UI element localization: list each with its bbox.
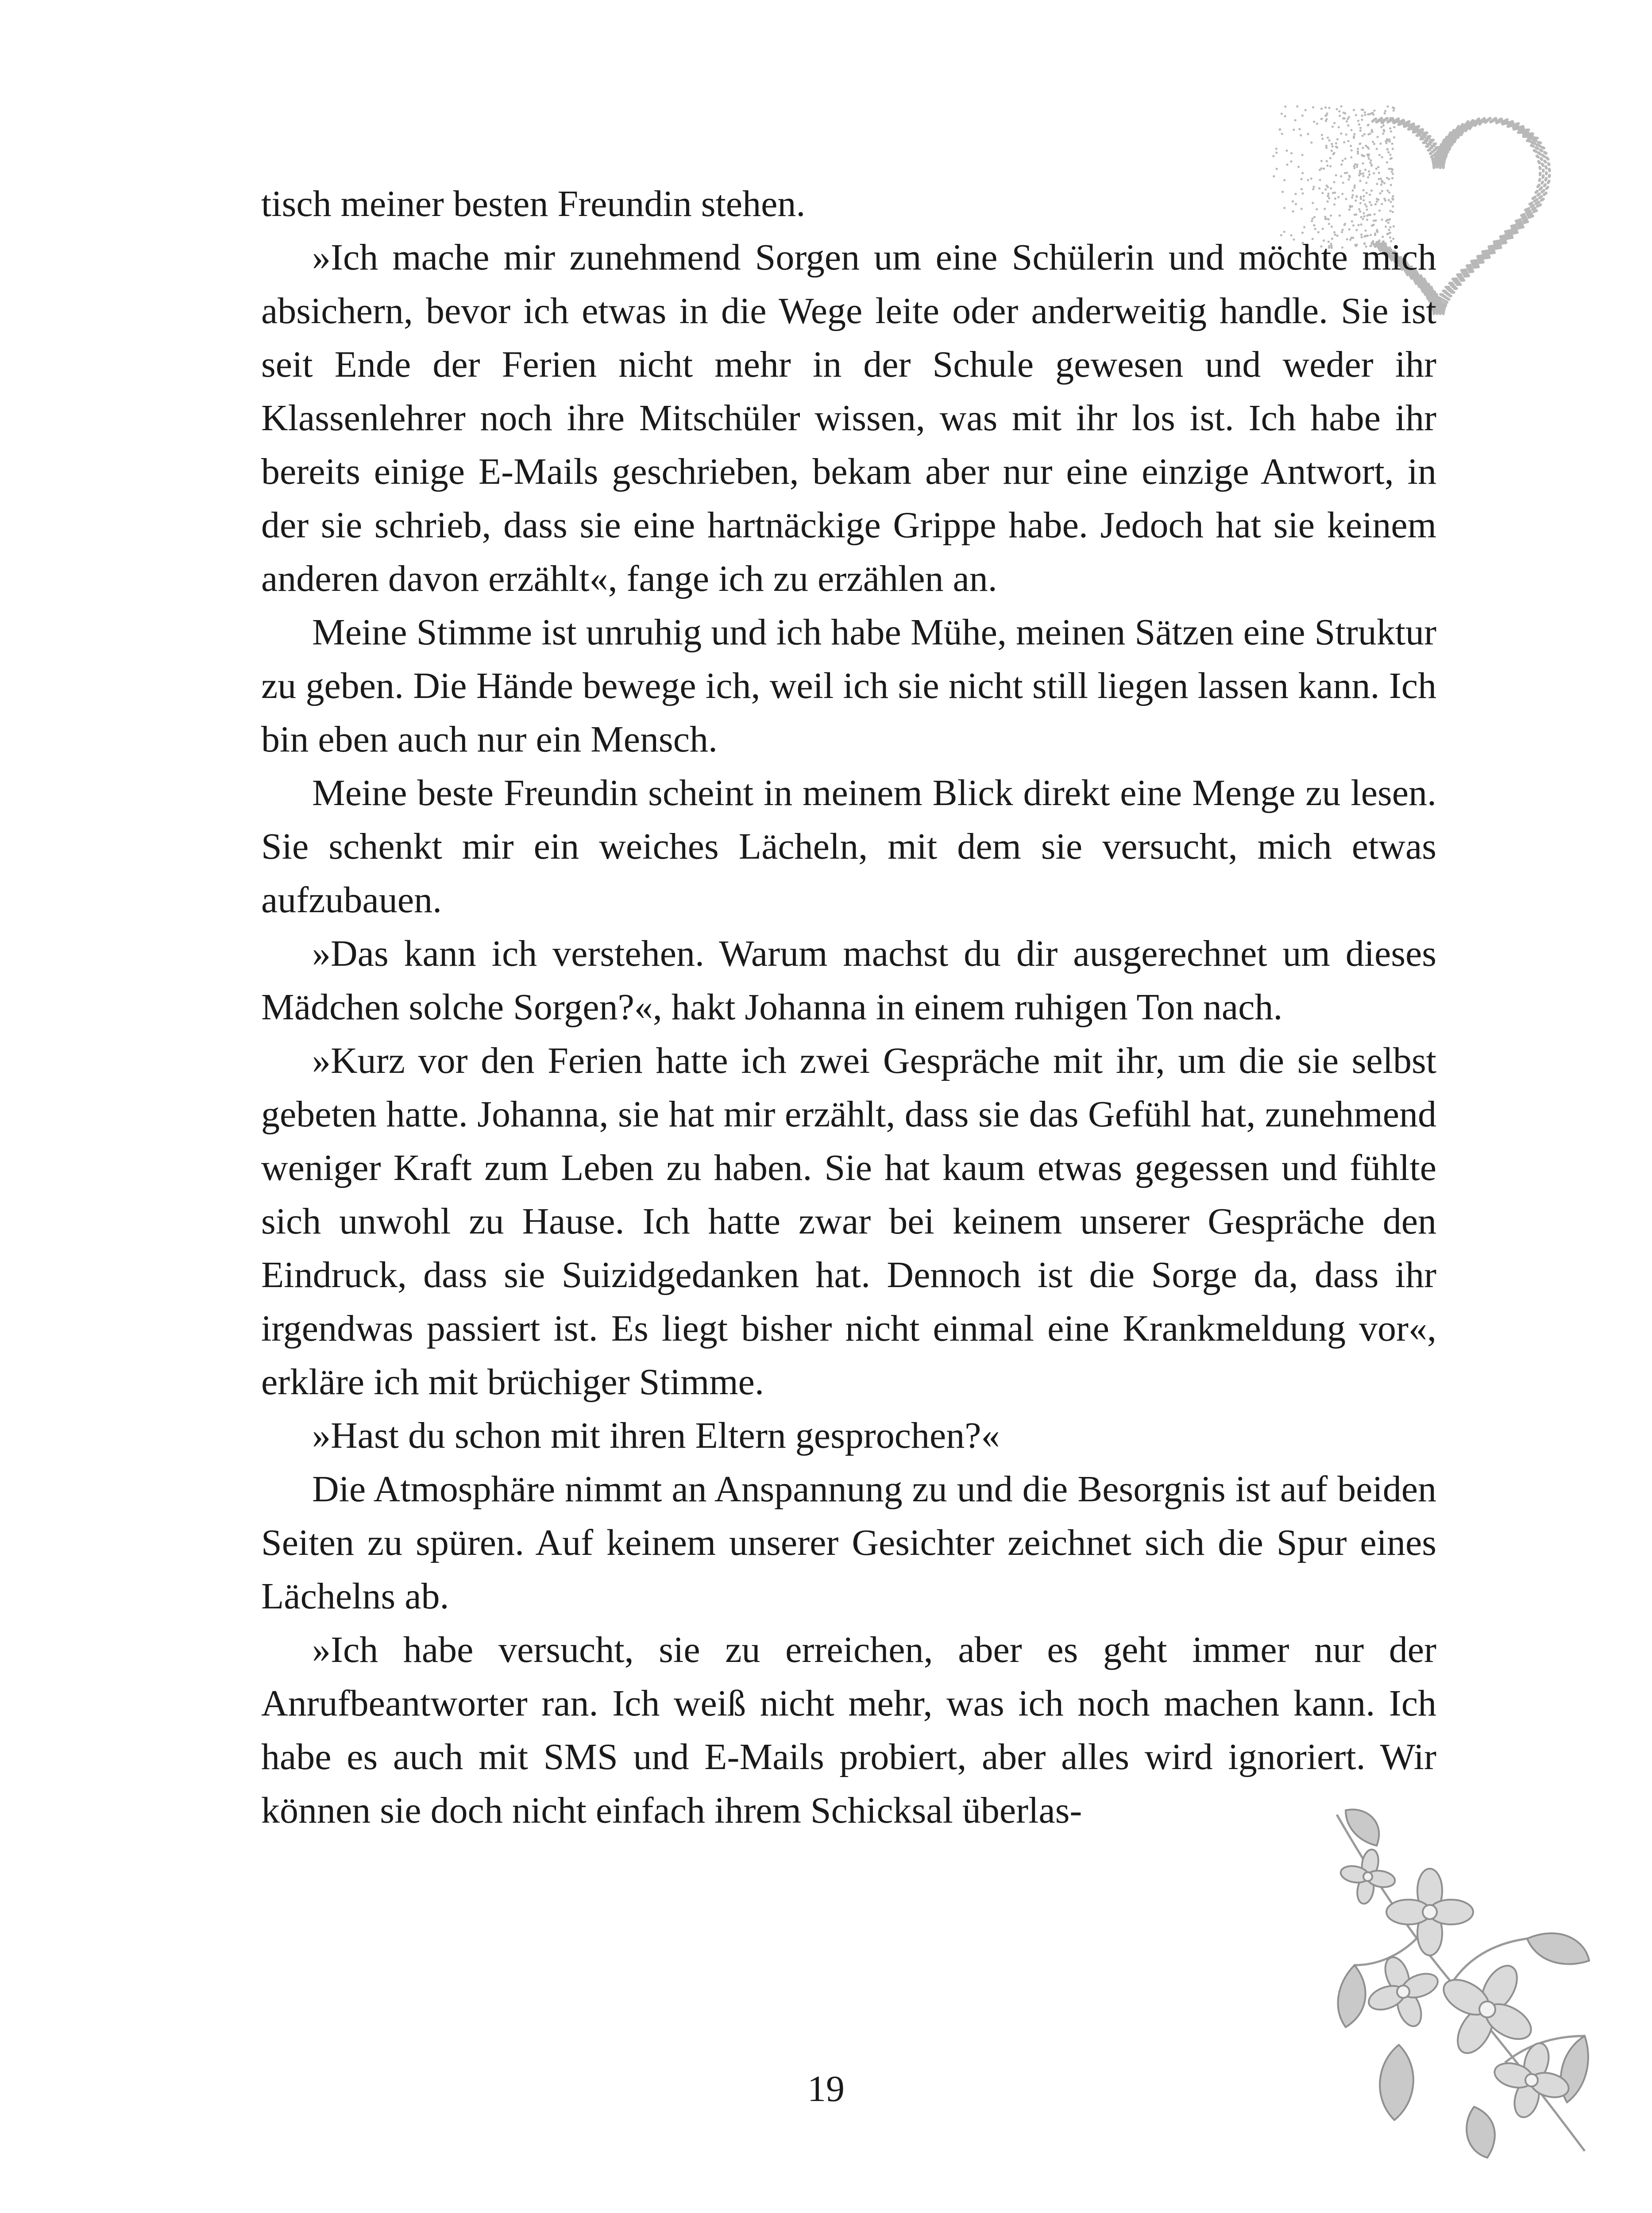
paragraph-1: tisch meiner besten Freundin stehen. [261, 183, 806, 224]
paragraph-6: »Kurz vor den Ferien hatte ich zwei Gespräche mit ihr, um die sie selbst gebeten hatte. Johanna, sie hat mir erzählt, dass sie das Gefühl hat, zunehmend weniger Kraft zum Leben zu haben. Sie hat kaum etwas gegessen und fühlte sich unwohl zu Hause. Ich hatte zwar bei keinem unserer Gespräche den Eindruck, dass sie Suizidgedanken hat. Dennoch ist die Sorge da, dass ihr irgendwas passiert ist. Es liegt bisher nicht einmal eine Krankmeldung vor«, erkläre ich mit brüchiger Stimme. [261, 1040, 1436, 1403]
paragraph-9: »Ich habe versucht, sie zu erreichen, aber es geht immer nur der Anrufbeantworter ran. Ich weiß nicht mehr, was ich noch machen kann. Ich habe es auch mit SMS und E-Mails probiert, aber alles wird ignoriert. Wir können sie doch nicht einfach ihrem Schicksal überlas- [261, 1629, 1436, 1831]
paragraph-2: »Ich mache mir zunehmend Sorgen um eine Schülerin und möchte mich absichern, bevor ich etwas in die Wege leite oder anderweitig handle. Sie ist seit Ende der Ferien nicht mehr in der Schule gewesen und weder ihr Klassenlehrer noch ihre Mitschüler wissen, was mit ihr los ist. Ich habe ihr bereits einige E-Mails geschrieben, bekam aber nur eine einzige Antwort, in der sie schrieb, dass sie eine hartnäckige Grippe habe. Jedoch hat sie keinem anderen davon erzählt«, fange ich zu erzählen an. [261, 237, 1436, 599]
paragraph-3: Meine Stimme ist unruhig und ich habe Mühe, meinen Sätzen eine Struktur zu geben. Die Hände bewege ich, weil ich sie nicht still liegen lassen kann. Ich bin eben auch nur ein Mensch. [261, 612, 1436, 760]
body-text [261, 177, 1436, 1837]
page-number: 19 [807, 2068, 845, 2109]
paragraph-8: Die Atmosphäre nimmt an Anspannung zu und die Besorgnis ist auf beiden Seiten zu spüren. Auf keinem unserer Gesichter zeichnet sich die Spur eines Lächelns ab. [261, 1469, 1436, 1617]
paragraph-5: »Das kann ich verstehen. Warum machst du dir ausgerechnet um dieses Mädchen solche Sorgen?«, hakt Johanna in einem ruhigen Ton nach. [261, 933, 1436, 1028]
paragraph-4: Meine beste Freundin scheint in meinem Blick direkt eine Menge zu lesen. Sie schenkt mir ein weiches Lächeln, mit dem sie versucht, mich etwas aufzubauen. [261, 772, 1436, 921]
paragraph-7: »Hast du schon mit ihren Eltern gesprochen?« [312, 1415, 1000, 1456]
